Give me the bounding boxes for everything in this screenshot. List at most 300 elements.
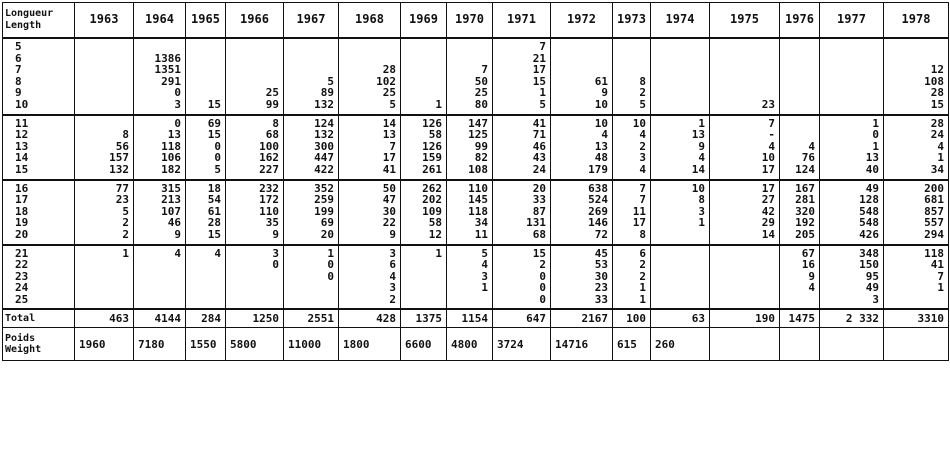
count-value: 24 xyxy=(532,162,546,176)
count-value xyxy=(655,99,705,111)
count-value xyxy=(138,282,181,294)
count-value: 58 xyxy=(428,128,442,142)
count-value: 110 xyxy=(468,181,488,195)
count-value: 557 xyxy=(924,216,944,230)
count-value: 80 xyxy=(474,97,488,111)
year-values-cell xyxy=(447,38,493,115)
count-value: 1 xyxy=(937,281,944,295)
weight-value: 5800 xyxy=(226,328,284,361)
count-value: 21 xyxy=(532,51,546,65)
count-value: 548 xyxy=(859,204,879,218)
count-value xyxy=(714,64,775,76)
count-value: 14 xyxy=(761,227,775,241)
length-label: 23 xyxy=(15,269,29,283)
count-value: 681 xyxy=(924,193,944,207)
length-label: 25 xyxy=(15,292,29,306)
total-value: 2 332 xyxy=(820,309,884,328)
count-value: 126 xyxy=(422,139,442,153)
length-group-row xyxy=(3,180,949,245)
count-value: 4 xyxy=(808,139,815,153)
count-value xyxy=(655,259,705,271)
year-values-cell xyxy=(75,38,134,115)
count-value: 4 xyxy=(698,151,705,165)
year-values-cell xyxy=(613,180,651,245)
count-value: 25 xyxy=(265,86,279,100)
count-value: 205 xyxy=(795,227,815,241)
year-values-cell xyxy=(226,38,284,115)
count-value xyxy=(230,53,279,65)
year-values-cell xyxy=(613,115,651,180)
year-values-cell xyxy=(820,38,884,115)
count-value: 179 xyxy=(588,162,608,176)
count-value: 7 xyxy=(768,116,775,130)
count-value xyxy=(288,294,334,306)
count-value: 68 xyxy=(265,128,279,142)
count-value: 162 xyxy=(259,151,279,165)
total-value: 4144 xyxy=(134,309,186,328)
length-label: 9 xyxy=(15,86,22,100)
count-value: 106 xyxy=(161,151,181,165)
count-value xyxy=(714,282,775,294)
count-value: 49 xyxy=(865,281,879,295)
count-value: 0 xyxy=(539,292,546,306)
count-value xyxy=(451,41,488,53)
year-values-cell xyxy=(186,38,226,115)
count-value xyxy=(79,282,129,294)
count-value xyxy=(79,259,129,271)
count-value: 12 xyxy=(428,227,442,241)
count-value xyxy=(79,53,129,65)
count-value: 182 xyxy=(161,162,181,176)
year-values-cell xyxy=(884,115,949,180)
count-value xyxy=(824,41,879,53)
count-value: 87 xyxy=(532,204,546,218)
weight-label-english: Weight xyxy=(5,344,42,356)
year-values-cell xyxy=(493,245,551,310)
count-value: 5 xyxy=(214,162,221,176)
count-value: 54 xyxy=(207,193,221,207)
year-header: 1965 xyxy=(186,3,226,39)
weight-value xyxy=(884,328,949,361)
length-label: 21 xyxy=(15,246,29,260)
year-values-cell xyxy=(401,245,447,310)
count-value xyxy=(79,87,129,99)
count-value xyxy=(555,53,608,65)
year-values-cell xyxy=(284,245,339,310)
count-value: 3 xyxy=(639,151,646,165)
count-value: 8 xyxy=(639,74,646,88)
count-value: 27 xyxy=(761,193,775,207)
count-value xyxy=(784,41,815,53)
total-value: 1154 xyxy=(447,309,493,328)
year-values-cell xyxy=(75,245,134,310)
count-value xyxy=(784,53,815,65)
count-value: 4 xyxy=(389,269,396,283)
weight-value: 14716 xyxy=(551,328,613,361)
count-value: 108 xyxy=(468,162,488,176)
count-value: 10 xyxy=(761,151,775,165)
count-value xyxy=(405,64,442,76)
year-values-cell xyxy=(284,180,339,245)
count-value: 1 xyxy=(698,216,705,230)
count-value: 1 xyxy=(872,116,879,130)
count-value: 17 xyxy=(382,151,396,165)
count-value: 110 xyxy=(259,204,279,218)
length-label: 18 xyxy=(15,204,29,218)
count-value: 72 xyxy=(594,227,608,241)
count-value: 118 xyxy=(924,246,944,260)
year-header: 1976 xyxy=(780,3,820,39)
year-values-cell xyxy=(780,115,820,180)
total-value: 100 xyxy=(613,309,651,328)
count-value: 99 xyxy=(474,139,488,153)
count-value: 50 xyxy=(382,181,396,195)
count-value xyxy=(190,282,221,294)
count-value: 259 xyxy=(314,193,334,207)
count-value: 47 xyxy=(382,193,396,207)
count-value: 89 xyxy=(320,86,334,100)
count-value: 61 xyxy=(207,204,221,218)
weight-label-cell xyxy=(3,328,75,361)
count-value: 33 xyxy=(594,292,608,306)
count-value: 13 xyxy=(382,128,396,142)
count-value xyxy=(190,76,221,88)
year-values-cell xyxy=(134,38,186,115)
count-value xyxy=(714,76,775,88)
count-value xyxy=(230,64,279,76)
weight-value: 1960 xyxy=(75,328,134,361)
year-values-cell xyxy=(186,115,226,180)
count-value: 17 xyxy=(761,181,775,195)
count-value: 7 xyxy=(539,40,546,53)
weight-value xyxy=(820,328,884,361)
length-label: 24 xyxy=(15,281,29,295)
length-label: 22 xyxy=(15,258,29,272)
length-label: 15 xyxy=(15,162,29,176)
count-value: 49 xyxy=(865,181,879,195)
count-value: 1 xyxy=(122,246,129,260)
count-value xyxy=(79,99,129,111)
count-value: 3 xyxy=(272,246,279,260)
total-value: 1475 xyxy=(780,309,820,328)
count-value xyxy=(288,282,334,294)
count-value: 23 xyxy=(761,97,775,111)
year-values-cell xyxy=(134,180,186,245)
total-value: 647 xyxy=(493,309,551,328)
year-values-cell xyxy=(651,38,710,115)
count-value: 4 xyxy=(768,139,775,153)
count-value: 20 xyxy=(320,227,334,241)
count-value xyxy=(714,53,775,65)
year-values-cell xyxy=(780,38,820,115)
count-value: 15 xyxy=(532,74,546,88)
header-row xyxy=(3,3,949,39)
total-value: 1375 xyxy=(401,309,447,328)
count-value: 13 xyxy=(691,128,705,142)
total-value: 2167 xyxy=(551,309,613,328)
count-value: 17 xyxy=(532,63,546,77)
count-value xyxy=(714,259,775,271)
count-value: 58 xyxy=(428,216,442,230)
count-value: 1 xyxy=(639,281,646,295)
count-value: 0 xyxy=(214,151,221,165)
count-value xyxy=(888,41,944,53)
corner-label-english: Length xyxy=(5,20,42,31)
count-value: 23 xyxy=(115,193,129,207)
count-value xyxy=(784,99,815,111)
total-value: 463 xyxy=(75,309,134,328)
count-value xyxy=(190,259,221,271)
count-value: 3 xyxy=(389,246,396,260)
count-value: 4 xyxy=(937,139,944,153)
total-value: 284 xyxy=(186,309,226,328)
count-value: 17 xyxy=(632,216,646,230)
year-values-cell xyxy=(284,115,339,180)
count-value: 8 xyxy=(698,193,705,207)
count-value: 1 xyxy=(481,281,488,295)
year-values-cell xyxy=(339,38,401,115)
year-values-cell xyxy=(75,180,134,245)
count-value: 15 xyxy=(207,227,221,241)
count-value: 262 xyxy=(422,181,442,195)
count-value xyxy=(714,271,775,283)
count-value: 8 xyxy=(272,116,279,130)
count-value: 13 xyxy=(865,151,879,165)
count-value: 2 xyxy=(122,216,129,230)
year-values-cell xyxy=(710,245,780,310)
count-value: 159 xyxy=(422,151,442,165)
count-value: 172 xyxy=(259,193,279,207)
length-label: 12 xyxy=(15,128,29,142)
count-value: 4 xyxy=(601,128,608,142)
count-value xyxy=(888,294,944,306)
count-value: 291 xyxy=(161,74,181,88)
count-value: 131 xyxy=(526,216,546,230)
year-values-cell xyxy=(651,245,710,310)
count-value: 352 xyxy=(314,181,334,195)
year-values-cell xyxy=(134,115,186,180)
weight-value: 1550 xyxy=(186,328,226,361)
total-value: 1250 xyxy=(226,309,284,328)
count-value: 124 xyxy=(795,162,815,176)
count-value xyxy=(190,294,221,306)
count-value: 269 xyxy=(588,204,608,218)
length-labels-cell xyxy=(3,115,75,180)
count-value xyxy=(79,294,129,306)
count-value: 15 xyxy=(532,246,546,260)
year-header: 1967 xyxy=(284,3,339,39)
year-header: 1964 xyxy=(134,3,186,39)
count-value: 1 xyxy=(872,139,879,153)
count-value: 43 xyxy=(532,151,546,165)
year-values-cell xyxy=(447,180,493,245)
count-value xyxy=(405,53,442,65)
length-label: 20 xyxy=(15,227,29,241)
count-value: 146 xyxy=(588,216,608,230)
count-value: 41 xyxy=(532,116,546,130)
count-value xyxy=(617,41,646,53)
year-values-cell xyxy=(226,245,284,310)
count-value xyxy=(655,41,705,53)
count-value xyxy=(190,271,221,283)
count-value xyxy=(230,271,279,283)
count-value: 15 xyxy=(930,97,944,111)
count-value xyxy=(138,294,181,306)
count-value: 69 xyxy=(207,116,221,130)
count-value: 5 xyxy=(539,97,546,111)
count-value: 4 xyxy=(214,246,221,260)
count-value: 9 xyxy=(698,139,705,153)
count-value xyxy=(230,41,279,53)
count-value xyxy=(230,282,279,294)
count-value: 99 xyxy=(265,97,279,111)
count-value: 4 xyxy=(639,162,646,176)
count-value xyxy=(655,64,705,76)
count-value xyxy=(655,53,705,65)
count-value: 4 xyxy=(808,281,815,295)
count-value: 71 xyxy=(532,128,546,142)
year-values-cell xyxy=(884,180,949,245)
count-value: 1386 xyxy=(154,51,181,65)
count-value: 1 xyxy=(435,246,442,260)
count-value: 157 xyxy=(109,151,129,165)
count-value: - xyxy=(768,128,775,142)
count-value: 29 xyxy=(761,216,775,230)
count-value: 8 xyxy=(122,128,129,142)
length-group-row xyxy=(3,38,949,115)
count-value xyxy=(784,294,815,306)
count-value: 23 xyxy=(594,281,608,295)
count-value: 0 xyxy=(214,139,221,153)
count-value: 524 xyxy=(588,193,608,207)
year-values-cell xyxy=(551,180,613,245)
count-value xyxy=(190,53,221,65)
count-value: 28 xyxy=(207,216,221,230)
count-value xyxy=(784,129,815,141)
count-value: 2 xyxy=(639,269,646,283)
count-value: 638 xyxy=(588,181,608,195)
count-value: 3 xyxy=(174,97,181,111)
count-value xyxy=(714,41,775,53)
count-value: 147 xyxy=(468,116,488,130)
count-value: 77 xyxy=(115,181,129,195)
count-value: 40 xyxy=(865,162,879,176)
total-row xyxy=(3,309,949,328)
count-value: 108 xyxy=(924,74,944,88)
count-value: 18 xyxy=(207,181,221,195)
count-value: 46 xyxy=(532,139,546,153)
count-value: 61 xyxy=(594,74,608,88)
count-value: 0 xyxy=(539,281,546,295)
count-value: 213 xyxy=(161,193,181,207)
count-value: 100 xyxy=(259,139,279,153)
count-value: 118 xyxy=(161,139,181,153)
count-value xyxy=(824,53,879,65)
count-value: 422 xyxy=(314,162,334,176)
length-label: 10 xyxy=(15,97,29,111)
year-values-cell xyxy=(710,115,780,180)
count-value: 132 xyxy=(109,162,129,176)
count-value: 2 xyxy=(639,258,646,272)
count-value: 227 xyxy=(259,162,279,176)
count-value: 6 xyxy=(389,258,396,272)
year-header: 1969 xyxy=(401,3,447,39)
year-values-cell xyxy=(493,180,551,245)
count-value: 20 xyxy=(532,181,546,195)
count-value: 25 xyxy=(474,86,488,100)
count-value xyxy=(405,259,442,271)
count-value: 7 xyxy=(389,139,396,153)
count-value: 50 xyxy=(474,74,488,88)
count-value: 2 xyxy=(639,139,646,153)
count-value: 35 xyxy=(265,216,279,230)
count-value: 33 xyxy=(532,193,546,207)
count-value: 82 xyxy=(474,151,488,165)
count-value: 15 xyxy=(207,97,221,111)
count-value: 5 xyxy=(122,204,129,218)
count-value: 10 xyxy=(691,181,705,195)
count-value: 13 xyxy=(594,139,608,153)
year-values-cell xyxy=(339,245,401,310)
count-value: 202 xyxy=(422,193,442,207)
year-header: 1978 xyxy=(884,3,949,39)
year-values-cell xyxy=(401,180,447,245)
count-value xyxy=(617,53,646,65)
year-values-cell xyxy=(339,180,401,245)
count-value: 28 xyxy=(930,86,944,100)
count-value: 0 xyxy=(872,128,879,142)
count-value: 0 xyxy=(539,269,546,283)
count-value: 118 xyxy=(468,204,488,218)
count-value: 14 xyxy=(382,116,396,130)
count-value: 41 xyxy=(382,162,396,176)
count-value: 10 xyxy=(594,116,608,130)
year-header: 1963 xyxy=(75,3,134,39)
count-value xyxy=(824,99,879,111)
count-value: 11 xyxy=(474,227,488,241)
count-value: 15 xyxy=(207,128,221,142)
year-values-cell xyxy=(820,115,884,180)
count-value xyxy=(784,76,815,88)
count-value xyxy=(655,229,705,241)
count-value: 45 xyxy=(594,246,608,260)
count-value: 315 xyxy=(161,181,181,195)
count-value: 167 xyxy=(795,181,815,195)
count-value: 1 xyxy=(327,246,334,260)
count-value: 281 xyxy=(795,193,815,207)
weight-value: 260 xyxy=(651,328,710,361)
year-values-cell xyxy=(710,38,780,115)
count-value: 13 xyxy=(167,128,181,142)
count-value xyxy=(230,294,279,306)
length-label: 8 xyxy=(15,74,22,88)
length-label: 6 xyxy=(15,51,22,65)
count-value: 48 xyxy=(594,151,608,165)
count-value: 16 xyxy=(801,258,815,272)
year-values-cell xyxy=(401,38,447,115)
count-value: 10 xyxy=(632,116,646,130)
count-value: 128 xyxy=(859,193,879,207)
count-value: 102 xyxy=(376,74,396,88)
count-value: 25 xyxy=(382,86,396,100)
count-value: 68 xyxy=(532,227,546,241)
count-value: 42 xyxy=(761,204,775,218)
weight-label-french: Poids xyxy=(5,332,36,344)
count-value: 548 xyxy=(859,216,879,230)
count-value: 53 xyxy=(594,258,608,272)
count-value: 3 xyxy=(481,269,488,283)
year-values-cell xyxy=(493,38,551,115)
